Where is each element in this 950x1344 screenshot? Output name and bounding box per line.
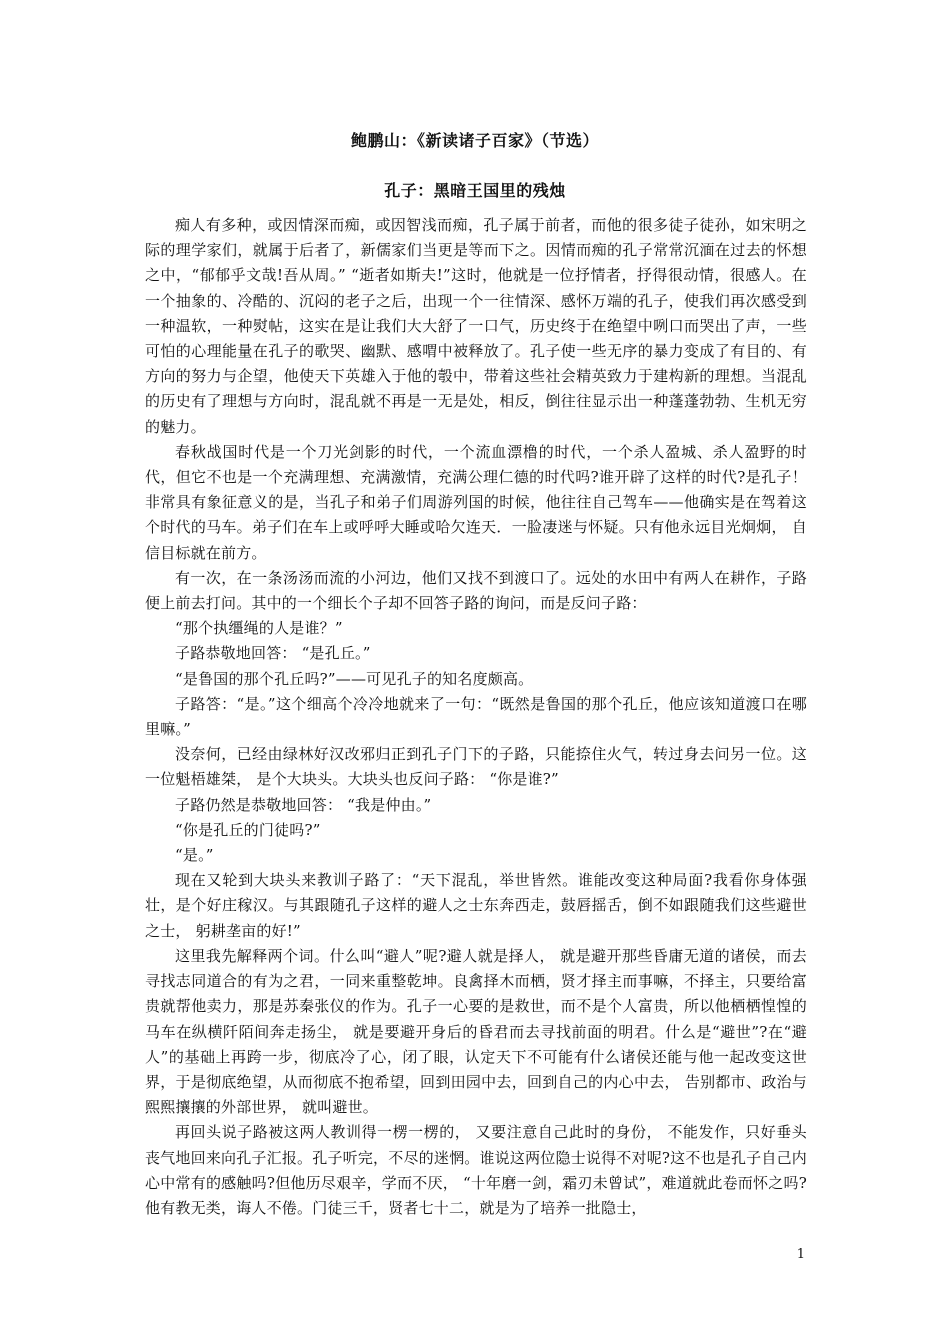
dialogue-line: 子路仍然是恭敬地回答： “我是仲由。” [175,795,432,814]
paragraph: 春秋战国时代是一个刀光剑影的时代，一个流血漂橹的时代，一个杀人盈城、杀人盈野的时代，但它不也是一个充满理想、充满激情，充满公理仁德的时代吗?谁开辟了这样的时代?是孔子！ 非常具有象征意义的是，当孔子和弟子们周游列国的时候，他往往自己驾车——他确实是在驾着这个时代的马车。弟子们在车上或呼呼大睡或哈欠连天．一脸凄迷与怀疑。只有他永远目光炯炯， 自信目标就在前方。 [145,442,807,562]
body-text [145,213,807,1221]
page-number: 1 [796,1247,805,1262]
dialogue-line: “那个执缰绳的人是谁？” [175,619,343,638]
dialogue-line: “是。” [175,846,214,865]
paragraph: 这里我先解释两个词。什么叫“避人”呢?避人就是择人， 就是避开那些昏庸无道的诸侯，而去寻找志同道合的有为之君，一同来重整乾坤。良禽择木而栖，贤才择主而事嘛，不择主，只要给富贵就帮他卖力，那是苏秦张仪的作为。孔子一心要的是救世，而不是个人富贵，所以他栖栖惶惶的马车在纵横阡陌间奔走扬尘， 就是要避开身后的昏君而去寻找前面的明君。什么是“避世”?在“避人”的基础上再跨一步，彻底冷了心，闭了眼，认定天下不可能有什么诸侯还能与他一起改变这世界，于是彻底绝望，从而彻底不抱希望，回到田园中去，回到自己的内心中去， 告别都市、政治与熙熙攘攘的外部世界， 就叫避世。 [145,946,807,1117]
paragraph: 没奈何，已经由绿林好汉改邪归正到孔子门下的子路，只能捺住火气，转过身去问另一位。这一位魁梧雄桀， 是个大块头。大块头也反问子路： “你是谁?” [145,745,807,789]
paragraph: 现在又轮到大块头来教训子路了：“天下混乱，举世皆然。谁能改变这种局面?我看你身体强壮，是个好庄稼汉。与其跟随孔子这样的避人之士东奔西走，鼓唇摇舌，倒不如跟随我们这些避世之士， 躬耕垄亩的好!” [145,871,807,940]
dialogue-line: 子路恭敬地回答： “是孔丘。” [175,644,371,663]
document-title: 鲍鹏山：《新读诸子百家》（节选） [350,131,599,150]
paragraph: 有一次，在一条汤汤而流的小河边，他们又找不到渡口了。远处的水田中有两人在耕作，子路便上前去打问。其中的一个细长个子却不回答子路的询问，而是反问子路： [145,568,807,613]
dialogue-line: “是鲁国的那个孔丘吗?”——可见孔子的知名度颇高。 [175,669,534,688]
paragraph: 再回头说子路被这两人教训得一楞一楞的， 又要注意自己此时的身份， 不能发作，只好垂头丧气地回来向孔子汇报。孔子听完，不尽的迷惘。谁说这两位隐士说得不对呢?这不也是孔子自己内心中常有的感触吗?但他历尽艰辛，学而不厌， “十年磨一剑，霜刃未曾试”，难道就此卷而怀之吗?他有教无类，诲人不倦。门徒三千，贤者七十二，就是为了培养一批隐士， [145,1123,807,1217]
paragraph: 子路答：“是。”这个细高个冷冷地就来了一句：“既然是鲁国的那个孔丘，他应该知道渡口在哪里嘛。” [145,694,807,739]
chapter-subtitle: 孔子：黑暗王国里的残烛 [384,181,566,200]
paragraph: 痴人有多种，或因情深而痴，或因智浅而痴，孔子属于前者，而他的很多徒子徒孙，如宋明之际的理学家们，就属于后者了，新儒家们当更是等而下之。因情而痴的孔子常常沉湎在过去的怀想之中，“郁郁乎文哉!吾从周。” “逝者如斯夫!”这时，他就是一位抒情者，抒得很动情，很感人。在一个抽象的、冷酷的、沉闷的老子之后，出现一个一往情深、感怀万端的孔子，使我们再次感受到一种温软，一种熨帖，这实在是让我们大大舒了一口气，历史终于在绝望中咧口而哭出了声，一些可怕的心理能量在孔子的歌哭、幽默、感喟中被释放了。孔子使一些无序的暴力变成了有目的、有方向的努力与企望，他使天下英雄入于他的彀中，带着这些社会精英致力于建构新的理想。当混乱的历史有了理想与方向时，混乱就不再是一无是处，相反，倒往往显示出一种蓬蓬勃勃、生机无穷的魅力。 [145,216,807,436]
dialogue-line: “你是孔丘的门徒吗?” [175,820,321,839]
